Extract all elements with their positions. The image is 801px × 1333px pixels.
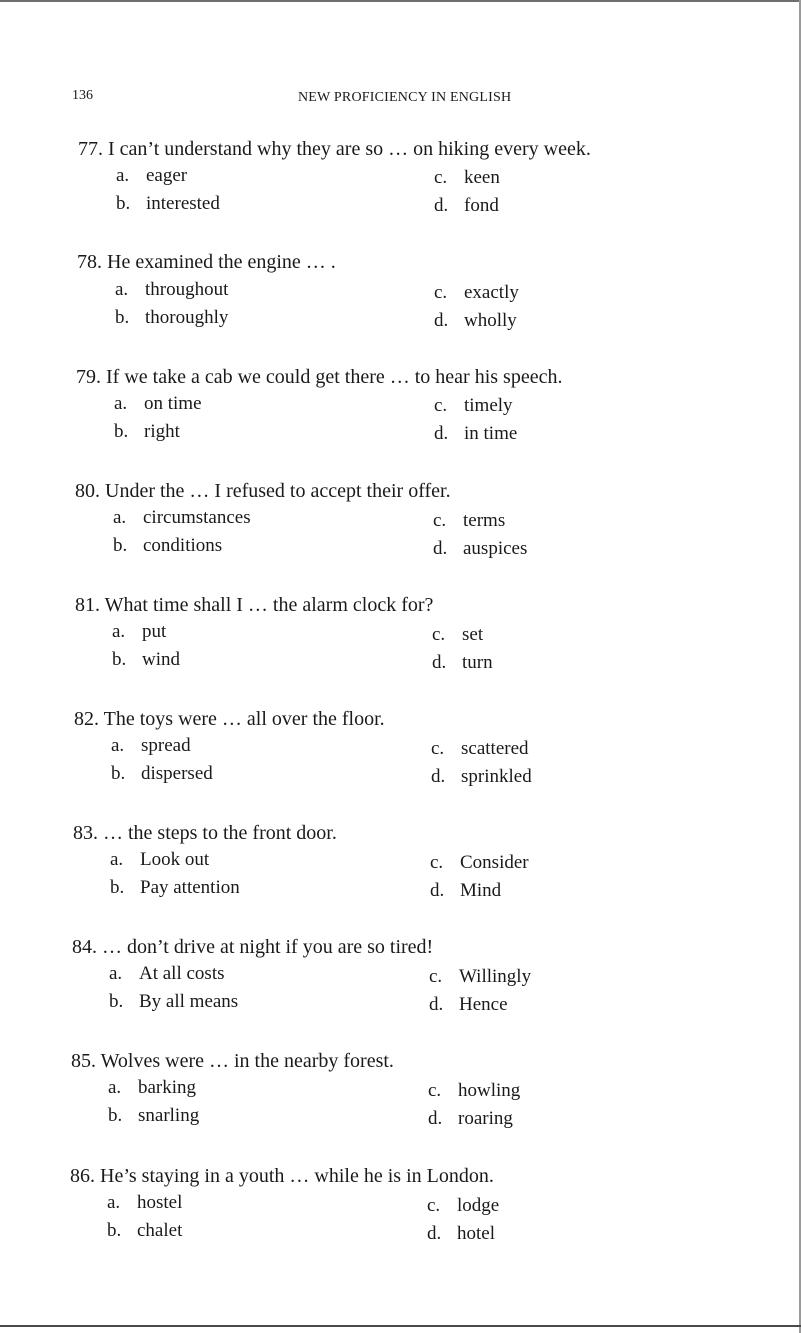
option-letter: b.: [114, 421, 129, 442]
option-letter: a.: [115, 279, 129, 300]
option-a[interactable]: [111, 735, 191, 757]
option-text: conditions: [143, 535, 223, 556]
option-d[interactable]: [431, 766, 532, 788]
option-b[interactable]: [113, 535, 222, 557]
option-text: howling: [458, 1080, 521, 1101]
option-letter: b.: [115, 307, 130, 328]
option-letter: b.: [111, 763, 126, 784]
option-text: scattered: [461, 738, 529, 759]
option-text: barking: [138, 1077, 197, 1098]
option-text: thoroughly: [145, 307, 229, 328]
option-a[interactable]: [109, 963, 225, 985]
option-b[interactable]: [111, 763, 213, 785]
option-text: timely: [464, 395, 513, 416]
option-text: terms: [463, 510, 506, 531]
option-text: wholly: [464, 310, 517, 331]
option-d[interactable]: [432, 652, 493, 674]
option-c[interactable]: [430, 852, 529, 874]
option-text: Hence: [459, 994, 508, 1015]
option-letter: d.: [428, 1108, 443, 1129]
option-b[interactable]: [114, 421, 180, 443]
question-stem: 80. Under the … I refused to accept their offer.: [75, 480, 451, 502]
option-letter: a.: [113, 507, 127, 528]
option-text: in time: [464, 423, 518, 444]
option-letter: b.: [116, 193, 131, 214]
option-letter: c.: [432, 624, 446, 645]
question-stem: 78. He examined the engine … .: [77, 251, 336, 273]
question-stem: 82. The toys were … all over the floor.: [74, 708, 385, 730]
option-letter: a.: [108, 1077, 122, 1098]
page-border-top: [0, 0, 801, 2]
option-c[interactable]: [434, 167, 500, 189]
option-letter: a.: [110, 849, 124, 870]
option-a[interactable]: [116, 165, 187, 187]
option-letter: b.: [112, 649, 127, 670]
option-b[interactable]: [108, 1105, 199, 1127]
option-letter: b.: [109, 991, 124, 1012]
option-letter: a.: [116, 165, 130, 186]
option-text: keen: [464, 167, 500, 188]
option-letter: c.: [428, 1080, 442, 1101]
option-c[interactable]: [429, 966, 531, 988]
option-a[interactable]: [110, 849, 209, 871]
option-text: Pay attention: [140, 877, 240, 898]
page-number: 136: [72, 88, 93, 103]
option-c[interactable]: [434, 395, 513, 417]
option-letter: c.: [429, 966, 443, 987]
option-text: hotel: [457, 1223, 495, 1244]
option-text: eager: [146, 165, 188, 186]
question-stem: 81. What time shall I … the alarm clock for?: [75, 594, 434, 616]
option-text: lodge: [457, 1195, 500, 1216]
option-text: chalet: [137, 1220, 183, 1241]
option-letter: a.: [111, 735, 125, 756]
option-letter: b.: [108, 1105, 123, 1126]
option-letter: d.: [427, 1223, 442, 1244]
option-text: At all costs: [139, 963, 225, 984]
option-text: Consider: [460, 852, 529, 873]
option-c[interactable]: [428, 1080, 520, 1102]
option-d[interactable]: [433, 538, 527, 560]
option-a[interactable]: [115, 279, 228, 301]
option-letter: d.: [429, 994, 444, 1015]
option-letter: c.: [430, 852, 444, 873]
option-letter: b.: [113, 535, 128, 556]
option-letter: b.: [107, 1220, 122, 1241]
option-a[interactable]: [112, 621, 166, 643]
option-text: fond: [464, 195, 499, 216]
option-d[interactable]: [427, 1223, 495, 1245]
option-letter: d.: [434, 423, 449, 444]
option-a[interactable]: [108, 1077, 196, 1099]
option-text: By all means: [139, 991, 239, 1012]
option-c[interactable]: [432, 624, 483, 646]
option-c[interactable]: [433, 510, 505, 532]
option-letter: c.: [434, 395, 448, 416]
option-text: sprinkled: [461, 766, 532, 787]
option-b[interactable]: [107, 1220, 182, 1242]
option-letter: c.: [431, 738, 445, 759]
option-text: dispersed: [141, 763, 213, 784]
option-d[interactable]: [434, 423, 517, 445]
option-a[interactable]: [113, 507, 251, 529]
option-letter: d.: [434, 195, 449, 216]
running-head: NEW PROFICIENCY IN ENGLISH: [298, 90, 512, 105]
option-text: interested: [146, 193, 220, 214]
option-d[interactable]: [434, 310, 517, 332]
option-d[interactable]: [434, 195, 499, 217]
option-text: Willingly: [459, 966, 532, 987]
option-c[interactable]: [431, 738, 529, 760]
question-stem: 85. Wolves were … in the nearby forest.: [71, 1050, 394, 1072]
option-c[interactable]: [427, 1195, 499, 1217]
option-text: circumstances: [143, 507, 251, 528]
question-stem: 79. If we take a cab we could get there … to hear his speech.: [76, 366, 563, 388]
option-letter: c.: [434, 167, 448, 188]
option-text: throughout: [145, 279, 229, 300]
option-letter: d.: [431, 766, 446, 787]
option-letter: a.: [107, 1192, 121, 1213]
option-b[interactable]: [116, 193, 220, 215]
option-text: auspices: [463, 538, 528, 559]
option-text: set: [462, 624, 484, 645]
option-text: right: [144, 421, 180, 442]
option-letter: d.: [433, 538, 448, 559]
option-a[interactable]: [107, 1192, 182, 1214]
option-text: roaring: [458, 1108, 513, 1129]
option-text: Look out: [140, 849, 210, 870]
option-text: Mind: [460, 880, 502, 901]
option-b[interactable]: [115, 307, 228, 329]
question-stem: 77. I can’t understand why they are so … on hiking every week.: [78, 138, 591, 160]
option-letter: c.: [434, 282, 448, 303]
option-letter: a.: [112, 621, 126, 642]
option-d[interactable]: [429, 994, 508, 1016]
option-text: exactly: [464, 282, 519, 303]
option-d[interactable]: [428, 1108, 513, 1130]
option-b[interactable]: [109, 991, 238, 1013]
option-text: hostel: [137, 1192, 183, 1213]
option-letter: a.: [114, 393, 128, 414]
option-letter: d.: [434, 310, 449, 331]
option-d[interactable]: [430, 880, 501, 902]
option-c[interactable]: [434, 282, 519, 304]
question-stem: 83. … the steps to the front door.: [73, 822, 337, 844]
option-b[interactable]: [112, 649, 180, 671]
option-text: wind: [142, 649, 180, 670]
option-b[interactable]: [110, 877, 240, 899]
option-a[interactable]: [114, 393, 202, 415]
option-letter: d.: [430, 880, 445, 901]
option-text: spread: [141, 735, 191, 756]
page-border-bottom: [0, 1325, 801, 1327]
option-text: on time: [144, 393, 202, 414]
option-letter: d.: [432, 652, 447, 673]
question-stem: 86. He’s staying in a youth … while he is in London.: [70, 1165, 494, 1187]
option-text: snarling: [138, 1105, 200, 1126]
option-letter: b.: [110, 877, 125, 898]
option-text: put: [142, 621, 167, 642]
question-stem: 84. … don’t drive at night if you are so tired!: [72, 936, 434, 958]
option-text: turn: [462, 652, 493, 673]
option-letter: c.: [427, 1195, 441, 1216]
option-letter: a.: [109, 963, 123, 984]
option-letter: c.: [433, 510, 447, 531]
